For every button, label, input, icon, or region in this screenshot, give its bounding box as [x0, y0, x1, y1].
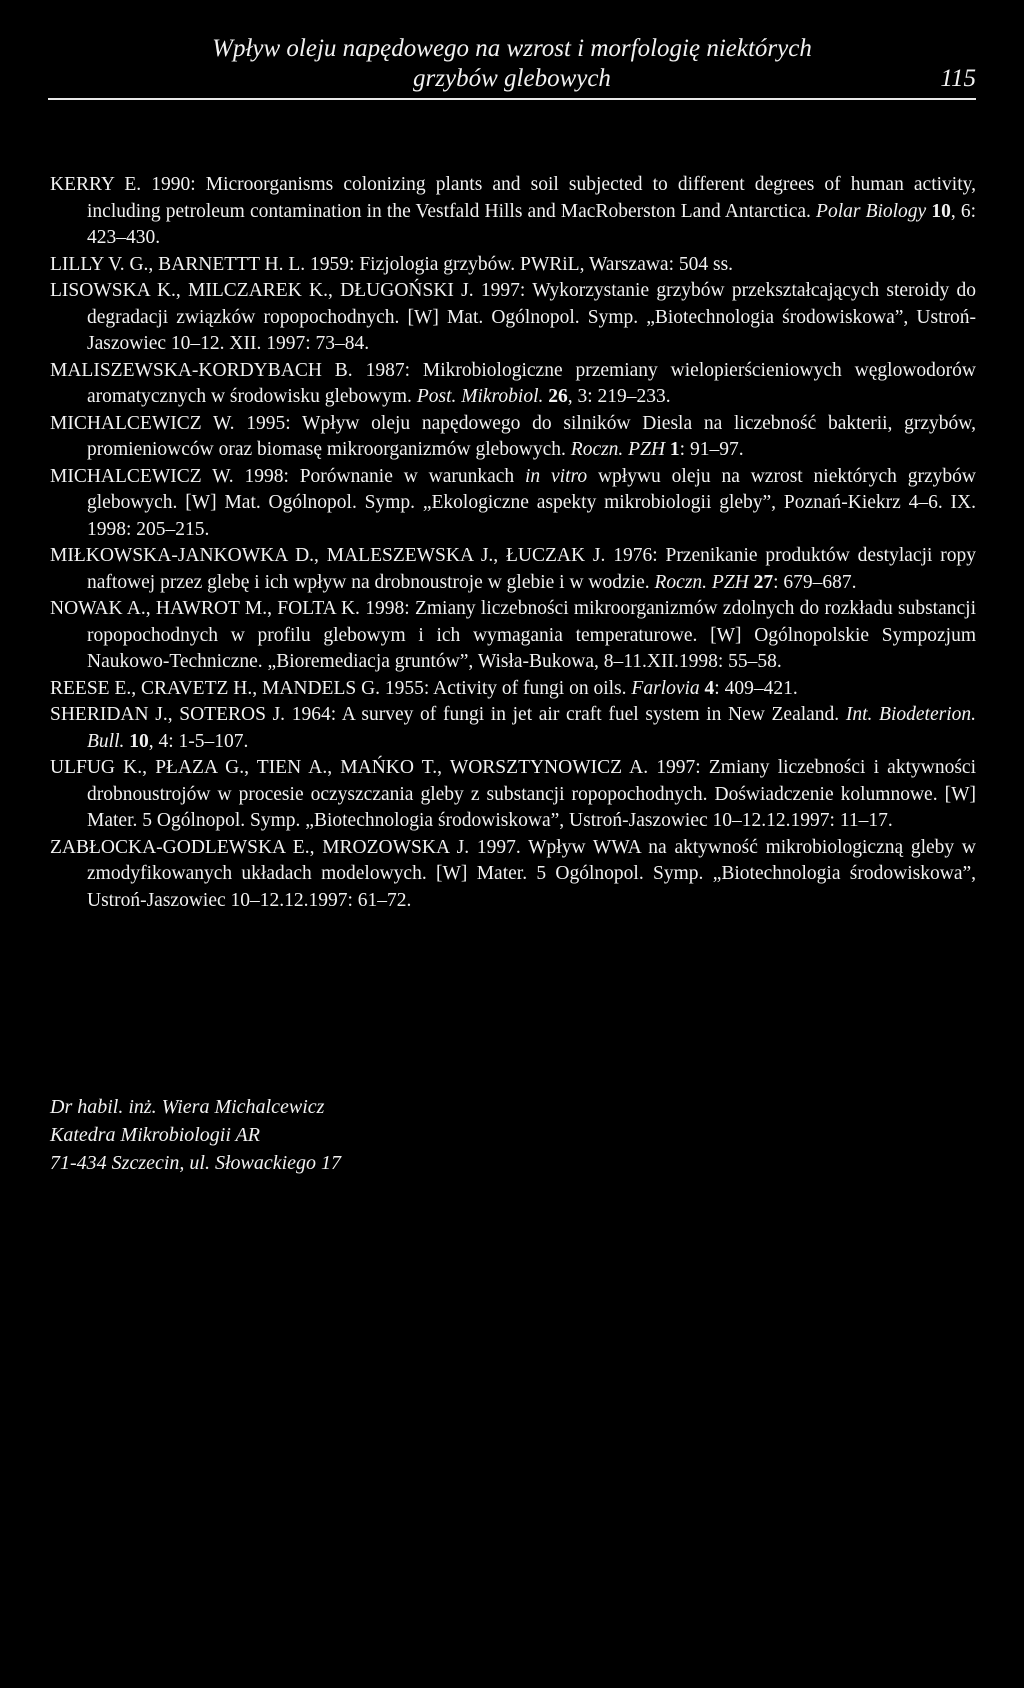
- header-rule: [48, 98, 976, 100]
- reference-text: ULFUG K., PŁAZA G., TIEN A., MAŃKO T., WORSZTYNOWICZ A. 1997: Zmiany liczebności i aktywności drobnoustrojów w procesie oczyszczania gleby z substancji ropopochodnych. Doświadczenie kolumnowe. [W] Mater. 5 Ogólnopol. Symp. „Biotechnologia środowiskowa”, Ustroń-Jaszowiec 10–12.12.1997: 11–17.: [50, 757, 976, 831]
- reference-entry: [50, 464, 976, 544]
- reference-text: : 409–421.: [714, 677, 798, 699]
- reference-italic-text: Polar Biology: [816, 200, 927, 222]
- reference-entry: [50, 172, 976, 252]
- reference-entry: [50, 278, 976, 358]
- reference-text: LILLY V. G., BARNETTT H. L. 1959: Fizjologia grzybów. PWRiL, Warszawa: 504 ss.: [50, 253, 734, 275]
- author-address: [50, 1093, 341, 1177]
- reference-entry: [50, 358, 976, 411]
- running-header: [48, 34, 976, 94]
- reference-list: [50, 172, 976, 914]
- reference-text: MALISZEWSKA-KORDYBACH B. 1987: Mikrobiologiczne przemiany wielopierścieniowych węglowodorów aromatycznych w środowisku glebowym.: [50, 359, 976, 407]
- reference-volume: 1: [669, 439, 680, 460]
- reference-entry: [50, 755, 976, 835]
- reference-italic-text: Roczn. PZH: [570, 439, 666, 460]
- reference-volume: 10: [931, 200, 951, 222]
- reference-entry: [50, 596, 976, 676]
- address-line-1: Dr habil. inż. Wiera Michalcewicz: [50, 1096, 325, 1118]
- reference-entry: [50, 411, 976, 464]
- reference-entry: [50, 702, 976, 755]
- reference-entry: [50, 676, 976, 703]
- reference-text: : 679–687.: [773, 571, 857, 593]
- header-title-line-2-text: grzybów glebowych: [413, 65, 611, 92]
- address-line-3: 71-434 Szczecin, ul. Słowackiego 17: [50, 1152, 342, 1174]
- reference-italic-text: Roczn. PZH: [654, 571, 749, 593]
- reference-text: MIŁKOWSKA-JANKOWKA D., MALESZEWSKA J., ŁUCZAK J. 1976: Przenikanie produktów destylacji ropy naftowej przez glebę i ich wpływ na drobnoustroje w glebie i w wodzie.: [50, 545, 976, 593]
- header-title-line-2: [48, 64, 976, 94]
- reference-text: , 4: 1-5–107.: [148, 730, 249, 752]
- reference-volume: 4: [704, 677, 715, 699]
- reference-entry: [50, 543, 976, 596]
- reference-italic-text: in vitro: [525, 465, 588, 487]
- header-title-line-1: Wpływ oleju napędowego na wzrost i morfologię niektórych: [212, 35, 812, 62]
- reference-text: : 91–97.: [679, 439, 744, 460]
- page-number: 115: [940, 65, 976, 92]
- reference-text: KERRY E. 1990: Microorganisms colonizing plants and soil subjected to different degrees of human activity, including petroleum contamination in the Vestfald Hills and MacRoberston Land Antarctica.: [50, 174, 976, 222]
- reference-text: wpływu oleju na wzrost niektórych grzybów glebowych. [W] Mat. Ogólnopol. Symp. „Ekologiczne aspekty mikrobiologii gleby”, Poznań-Kiekrz 4–6. IX. 1998: 205–215.: [87, 465, 977, 540]
- reference-text: MICHALCEWICZ W. 1995: Wpływ oleju napędowego do silników Diesla na liczebność bakterii, grzybów, promieniowców oraz biomasę mikroorganizmów glebowych.: [50, 412, 976, 460]
- reference-text: MICHALCEWICZ W. 1998: Porównanie w warunkach: [50, 465, 526, 487]
- reference-text: , 6: 423–430.: [87, 200, 977, 248]
- reference-text: NOWAK A., HAWROT M., FOLTA K. 1998: Zmiany liczebności mikroorganizmów zdolnych do rozkładu substancji ropopochodnych w profilu glebowym i ich wymagania temperaturowe. [W] Ogólnopolskie Sympozjum Naukowo-Techniczne. „Bioremediacja gruntów”, Wisła-Bukowa, 8–11.XII.1998: 55–58.: [50, 598, 976, 672]
- reference-text: , 3: 219–233.: [567, 386, 671, 407]
- reference-text: SHERIDAN J., SOTEROS J. 1964: A survey of fungi in jet air craft fuel system in New Zealand.: [50, 704, 846, 725]
- reference-text: ZABŁOCKA-GODLEWSKA E., MROZOWSKA J. 1997. Wpływ WWA na aktywność mikrobiologiczną gleby w zmodyfikowanych układach modelowych. [W] Mater. 5 Ogólnopol. Symp. „Biotechnologia środowiskowa”, Ustroń-Jaszowiec 10–12.12.1997: 61–72.: [50, 836, 976, 911]
- reference-entry: [50, 252, 976, 279]
- reference-italic-text: Int. Biodeterion. Bull.: [87, 704, 976, 752]
- reference-volume: 26: [548, 386, 568, 407]
- reference-text: REESE E., CRAVETZ H., MANDELS G. 1955: Activity of fungi on oils.: [50, 677, 632, 699]
- reference-italic-text: Farlovia: [631, 677, 700, 699]
- reference-volume: 27: [753, 571, 774, 593]
- address-line-2: Katedra Mikrobiologii AR: [50, 1124, 260, 1146]
- reference-volume: 10: [129, 730, 149, 752]
- reference-italic-text: Post. Mikrobiol.: [416, 386, 544, 407]
- reference-text: LISOWSKA K., MILCZAREK K., DŁUGOŃSKI J. 1997: Wykorzystanie grzybów przekształcających steroidy do degradacji związków ropopochodnych. [W] Mat. Ogólnopol. Symp. „Biotechnologia środowiskowa”, Ustroń-Jaszowiec 10–12. XII. 1997: 73–84.: [50, 280, 976, 354]
- reference-entry: [50, 835, 976, 915]
